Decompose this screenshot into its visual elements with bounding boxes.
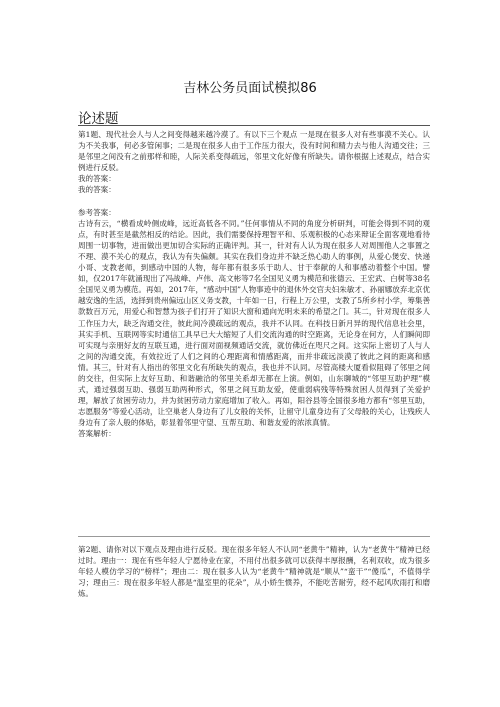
reference-answer-text: 古诗有云，“横看成岭侧成峰，远近高低各不同。”任何事情从不同的角度分析研判，可能会得到不同的观点，有时甚至是截然相反的结论。因此，我们需要保持理智平和、乐观积极的心态来辩证全面客观地看待周围一切事物，进而做出更加切合实际的正确评判。其一，针对有人认为现在很多人对周围他人之事置之不理、漠不关心的观点，我认为有失偏颇。其实在我们身边并不缺乏热心助人的事例，从爱心煲安、快递小哥、支教老师，到感动中国的人物，每年都有很多乐于助人、甘于奉献的人和事感动着整个中国。譬如，仅2017年就涌现出了冯战峰、卢伟、高文彬等7名全国见义勇为模范和张德云、王宏武、白树等38名全国见义勇为模范。再如，2017年，“感动中国”人物事迹中的退休外交官夫妇朱敏才、孙丽娜放弃北京优越安逸的生活，选择到贵州偏远山区义务支教，十年如一日，行程上万公里，支教了5所乡村小学，筹集善款数百万元，用爱心和智慧为孩子们打开了知识大窗和通向光明未来的希望之门。其二，针对现在很多人工作压力大，缺乏沟通交往，彼此间冷漠疏远的观点，我并不认同。在科技日新月异的现代信息社会里，其实手机、互联网等实时通信工具早已大大缩短了人们交流沟通的时空距离，无论身在何方，人们瞬间即可实现与亲朋好友的互联互通，进行面对面视频通话交流，就仿佛近在咫尺之间。这实际上密切了人与人之间的沟通交流，有效拉近了人们之间的心理距离和情感距离，而并非疏远淡漠了彼此之间的距离和感情。其三，针对有人指出的邻里文化有所缺失的观点，我也并不认同。尽管高楼大厦看似阻碍了邻里之间的交往，但实际上友好互助、和谐融洽的邻里关系却无都在上演。例如，山东聊城的“邻里互助护理”模式，通过强弱互助、强弱互助两种形式，邻里之间互助友爱，使重弱病残等特殊贫困人员得到了关爱护理，解放了贫困劳动力，并为贫困劳动力家庭增加了收入。再如，阳谷县等全国很多地方都有“邻里互助，志愿服务”等爱心活动，让空巢老人身边有了儿女般的关怀，让留守儿童身边有了父母般的关心，让残疾人身边有了亲人般的体贴，彰显着邻里守望、互帮互助、和谐友爱的浓浓真情。 xyxy=(78,218,430,428)
my-answer-label-2: 我的答案： xyxy=(78,185,116,195)
section-heading: 论述题 xyxy=(78,111,119,127)
question-2-text: 第2题、请你对以下观点及理由进行反驳。现在很多年轻人不认同“老黄牛”精神，认为“老黄牛”精神已经过时。理由一：现在有些年轻人宁愿待业在家，不用付出很多就可以获得丰厚报酬，名利双收，成为很多年轻人模仿学习的“榜样”；理由二：现在很多人认为“老黄牛”精神就是“顺从”“蛮干”“傻瓜”，不值得学习；理由三：现在很多年轻人都是“温室里的花朵”，从小娇生惯养，不能吃苦耐劳，经不起风吹雨打和磨炼。 xyxy=(78,545,430,599)
section-divider xyxy=(78,125,430,126)
question-1-text: 第1题、现代社会人与人之间变得越来越冷漠了。有以下三个观点 一是现在很多人对有些事漠不关心。认为不关我事，何必多管闲事；二是现在很多人由于工作压力很大，没有时间和精力去与他人沟通交往；三是邻里之间没有之前那样和睦，人际关系变得疏远，邻里文化好像有所缺失。请你根据上述观点，结合实例进行反驳。 xyxy=(78,130,430,173)
question-divider xyxy=(78,536,430,537)
answer-analysis-label: 答案解析： xyxy=(78,429,116,439)
document-title: 吉林公务员面试模拟86 xyxy=(183,81,317,96)
spacer xyxy=(78,196,430,207)
question-1-block xyxy=(78,129,430,440)
question-2-block xyxy=(78,544,430,599)
my-answer-label-1: 我的答案： xyxy=(78,174,116,184)
reference-answer-label: 参考答案： xyxy=(78,207,116,217)
